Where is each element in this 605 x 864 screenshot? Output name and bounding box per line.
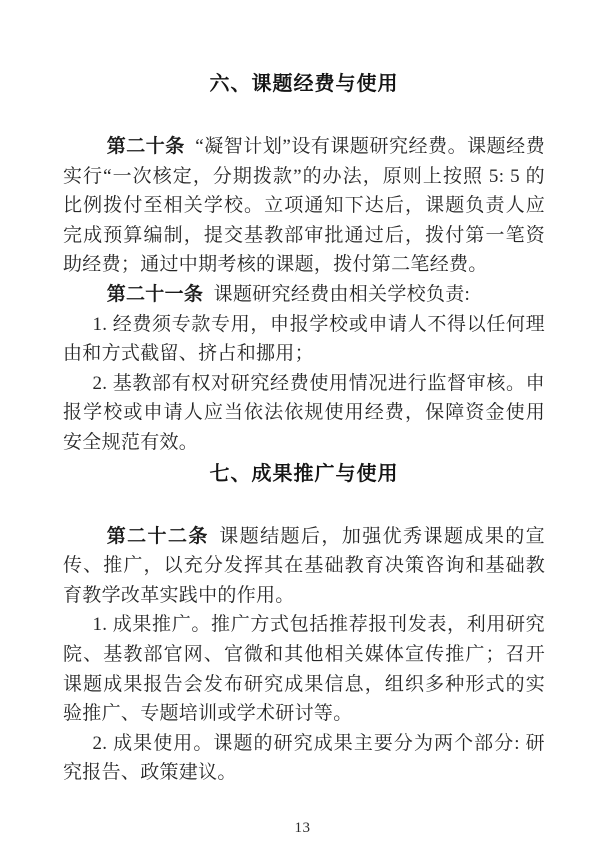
page-number: 13 bbox=[294, 820, 311, 836]
article-21 bbox=[63, 280, 545, 310]
section-heading-funding: 六、课题经费与使用 bbox=[209, 73, 399, 95]
funding-rule-2: 2. 基教部有权对研究经费使用情况进行监督审核。申报学校或申请人应当依法依规使用经费，保障资金使用安全规范有效。 bbox=[63, 372, 545, 453]
article-20-label: 第二十条 bbox=[106, 136, 185, 157]
article-22-text: 课题结题后，加强优秀课题成果的宣传、推广，以充分发挥其在基础教育决策咨询和基础教育教学改革实践中的作用。 bbox=[63, 525, 545, 606]
funding-rule-1: 1. 经费须专款专用，申报学校或申请人不得以任何理由和方式截留、挤占和挪用； bbox=[63, 313, 545, 365]
article-20-text: “凝智计划”设有课题研究经费。课题经费实行“一次核定，分期拨款”的办法，原则上按照 5: 5 的比例拨付至相关学校。立项通知下达后，课题负责人应完成预算编制，提交基教部审批通过后，拨付第一笔资助经费；通过中期考核的课题，拨付第二笔经费。 bbox=[63, 136, 546, 276]
article-22 bbox=[63, 522, 545, 611]
section-heading-promotion: 七、成果推广与使用 bbox=[209, 462, 399, 485]
article-20 bbox=[63, 132, 545, 280]
article-21-text: 课题研究经费由相关学校负责: bbox=[213, 283, 471, 305]
article-21-label: 第二十一条 bbox=[106, 283, 204, 305]
promotion-item-2: 2. 成果使用。课题的研究成果主要分为两个部分: 研究报告、政策建议。 bbox=[63, 732, 545, 784]
promotion-item-1: 1. 成果推广。推广方式包括推荐报刊发表，利用研究院、基教部官网、官微和其他相关媒体宣传推广；召开课题成果报告会发布研究成果信息，组织多种形式的实验推广、专题培训或学术研讨等。 bbox=[63, 614, 545, 725]
article-22-label: 第二十二条 bbox=[106, 525, 209, 547]
